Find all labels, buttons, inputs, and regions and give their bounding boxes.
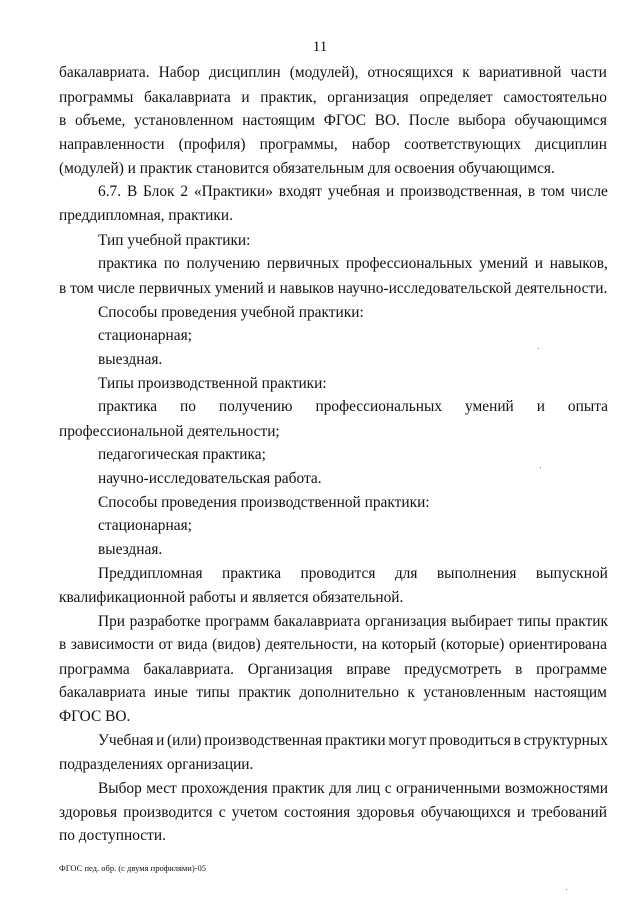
word: по: [180, 398, 196, 415]
word: (профиля): [178, 136, 246, 153]
word: учебная: [327, 183, 381, 200]
text-line: [98, 255, 608, 273]
word: проводиться: [429, 732, 511, 749]
word: мест: [146, 780, 177, 797]
word: дополнительно: [299, 684, 399, 701]
word: и: [534, 255, 543, 272]
word: дисциплин: [208, 64, 281, 81]
word: к: [462, 64, 470, 81]
word: в: [527, 183, 536, 200]
word: практика: [98, 398, 158, 415]
text-line: стационарная;: [98, 517, 192, 534]
word: ФГОС: [323, 112, 367, 129]
text-line: [59, 112, 607, 130]
text-line: [59, 64, 607, 82]
word: по: [163, 255, 180, 272]
word: входят: [278, 183, 323, 200]
word: могут: [388, 732, 427, 749]
word: обучающимся: [514, 112, 607, 129]
word: выполнения: [436, 565, 517, 582]
text-line: [98, 732, 608, 750]
text-line: в том числе первичных умений и навыков научно-исследовательской деятельности.: [59, 280, 608, 297]
word: 2: [180, 183, 189, 200]
word: относящихся: [367, 64, 454, 81]
word: бакалавриата: [143, 89, 231, 106]
text-line: Способы проведения производственной практики:: [98, 494, 430, 511]
word: объеме,: [75, 112, 126, 129]
word: производственная: [204, 732, 323, 749]
word: (или): [167, 732, 202, 749]
word: направленности: [59, 136, 165, 153]
word: состояния: [283, 804, 351, 821]
text-line: [59, 89, 607, 107]
text-line: [59, 804, 607, 822]
word: для: [329, 780, 352, 797]
word: требований: [531, 804, 607, 821]
text-line: [98, 183, 608, 201]
word: Преддипломная: [98, 565, 203, 582]
word: для: [394, 565, 418, 582]
word: навыков,: [549, 255, 608, 272]
word: ВО.: [374, 112, 401, 129]
word: практик: [272, 780, 325, 797]
text-line: стационарная;: [98, 327, 192, 344]
word: 6.7.: [98, 183, 122, 200]
word: практик: [238, 684, 291, 701]
word: программа: [59, 661, 130, 678]
word: организация: [365, 613, 447, 630]
word: производственная,: [400, 183, 523, 200]
word: с: [218, 804, 226, 821]
word: первичных: [266, 255, 340, 272]
word: умений: [465, 398, 514, 415]
word: от: [158, 636, 173, 653]
word: в: [59, 636, 67, 653]
word: зависимости: [70, 636, 154, 653]
word: здоровья: [356, 804, 415, 821]
text-line: профессиональной деятельности;: [59, 423, 280, 440]
word: бакалавриата.: [143, 661, 234, 678]
text-line: выездная.: [98, 351, 163, 368]
word: в: [59, 112, 67, 129]
word: разработке: [129, 613, 201, 630]
word: и: [536, 398, 545, 415]
word: настоящим: [242, 112, 316, 129]
word: профессиональных: [345, 255, 473, 272]
text-line: [59, 661, 607, 679]
word: иные: [154, 684, 188, 701]
word: получению: [186, 255, 261, 272]
word: «Практики»: [193, 183, 273, 200]
page-footer: ФГОС пед. обр. (с двумя профилями)-05: [59, 863, 206, 873]
text-line: Способы проведения учебной практики:: [98, 304, 364, 321]
text-line: по доступности.: [59, 827, 166, 844]
word: прохождения: [181, 780, 268, 797]
text-line: [59, 684, 607, 702]
word: Выбор: [98, 780, 142, 797]
word: выбора: [458, 112, 506, 129]
text-line: [98, 565, 608, 583]
word: обучающихся: [420, 804, 511, 821]
text-line: выездная.: [98, 541, 163, 558]
word: самостоятельно: [503, 89, 607, 106]
word: вправе: [346, 661, 391, 678]
word: профессиональных: [315, 398, 443, 415]
word: типы: [517, 613, 551, 630]
word: числе: [570, 183, 608, 200]
word: вида: [177, 636, 208, 653]
word: настоящим: [534, 684, 607, 701]
word: опыта: [567, 398, 608, 415]
text-line: квалификационной работы и является обязательной.: [59, 589, 404, 606]
word: и: [241, 89, 250, 106]
word: с: [384, 780, 392, 797]
word: (видов): [212, 636, 261, 653]
text-line: [98, 398, 608, 416]
word: том: [541, 183, 565, 200]
word: программы,: [259, 136, 338, 153]
word: и: [516, 804, 526, 821]
word: в: [515, 661, 523, 678]
text-line: преддипломная, практики.: [59, 207, 233, 224]
word: После: [408, 112, 450, 129]
text-line: педагогическая практика;: [98, 446, 266, 463]
word: программы: [59, 89, 134, 106]
text-line: научно-исследовательская работа.: [98, 470, 322, 487]
word: и: [156, 732, 165, 749]
word: практик,: [260, 89, 317, 106]
text-line: Типы производственной практики:: [98, 375, 327, 392]
word: организация: [327, 89, 409, 106]
scan-speck: [538, 348, 539, 349]
word: Организация: [247, 661, 333, 678]
word: бакалавриата: [273, 613, 361, 630]
word: установленном: [134, 112, 234, 129]
page-number: 11: [312, 39, 328, 55]
word: бакалавриата: [59, 684, 146, 701]
word: программ: [205, 613, 270, 630]
word: получению: [218, 398, 293, 415]
word: соответствующих: [404, 136, 522, 153]
word: практики: [324, 732, 386, 749]
word: деятельности,: [265, 636, 358, 653]
word: выпускной: [535, 565, 608, 582]
word: типы: [196, 684, 230, 701]
text-line: [59, 636, 607, 654]
word: лиц: [356, 780, 381, 797]
word: Блок: [143, 183, 175, 200]
text-line: [98, 780, 608, 798]
word: части: [570, 64, 607, 81]
word: предусмотреть: [404, 661, 502, 678]
word: (модулей),: [289, 64, 359, 81]
scan-speck: [540, 467, 541, 468]
word: структурных: [523, 732, 608, 749]
word: здоровья: [59, 804, 118, 821]
word: практика: [98, 255, 158, 272]
word: учетом: [231, 804, 278, 821]
word: Учебная: [98, 732, 154, 749]
scan-speck: [566, 889, 567, 890]
text-line: [59, 136, 607, 154]
word: выбирает: [451, 613, 513, 630]
word: набор: [351, 136, 391, 153]
word: умений: [479, 255, 528, 272]
word: на: [361, 636, 377, 653]
word: определяет: [419, 89, 493, 106]
word: практик: [555, 613, 608, 630]
word: В: [126, 183, 138, 200]
word: и: [385, 183, 395, 200]
word: к: [407, 684, 415, 701]
word: в: [513, 732, 521, 749]
word: дисциплин: [535, 136, 607, 153]
text-line: ФГОС ВО.: [59, 708, 131, 725]
word: (которые): [440, 636, 505, 653]
word: Набор: [158, 64, 200, 81]
word: ориентирована: [508, 636, 607, 653]
word: программе: [536, 661, 607, 678]
word: который: [381, 636, 437, 653]
word: производится: [123, 804, 213, 821]
word: проводится: [300, 565, 376, 582]
word: установленным: [423, 684, 526, 701]
word: При: [98, 613, 126, 630]
text-line: (модулей) и практик становится обязательным для освоения обучающимся.: [59, 160, 555, 177]
word: ограниченными: [396, 780, 501, 797]
text-line: Тип учебной практики:: [98, 232, 251, 249]
word: практика: [221, 565, 282, 582]
word: вариативной: [478, 64, 562, 81]
word: возможностями: [504, 780, 608, 797]
text-line: подразделениях организации.: [59, 756, 254, 773]
text-line: [98, 613, 608, 631]
word: бакалавриата.: [59, 64, 150, 81]
